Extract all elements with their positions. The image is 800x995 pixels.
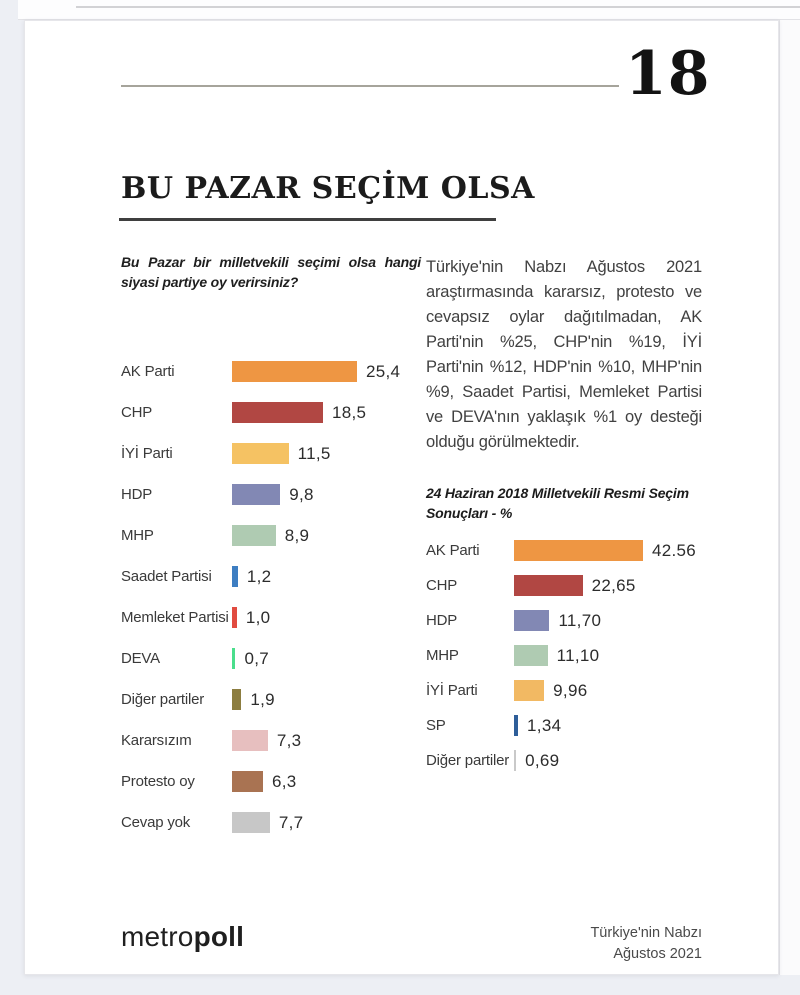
chart-row [426,603,766,638]
chart-row [121,433,451,474]
chart-bar [514,680,544,701]
chart-row [426,743,766,778]
chart-category-label: DEVA [121,650,160,667]
chart-category-label: Cevap yok [121,814,191,831]
chart-value-label: 8,9 [284,525,310,545]
chart-category-label: Diğer partiler [426,752,510,769]
chart-value-label: 7,7 [278,812,304,832]
chart-row [121,802,451,843]
chart-value-label: 11,10 [556,645,600,665]
chart-bar [232,812,270,833]
footer-line2: Ağustos 2021 [613,946,702,962]
chart-bar [514,610,549,631]
chart-value-label: 0,7 [244,648,269,668]
poll-results-chart [121,351,451,843]
logo-poll: poll [193,921,245,952]
analysis-paragraph: Türkiye'nin Nabzı Ağustos 2021 araştırmasında kararsız, protesto ve cevapsız oylar dağıtılmadan, AK Parti'nin %25, CHP'nin %19, İYİ Parti'nin %12, HDP'nin %10, MHP'nin %9, Saadet Partisi, Memleket Partisi ve DEVA'nın yaklaşık %1 oy desteği olduğu görülmektedir. [426,258,702,451]
title-underline [119,218,496,221]
chart-row [121,474,451,515]
report-page [24,20,779,975]
chart-bar [232,648,235,669]
chart-row [426,533,766,568]
chart-bar [514,715,518,736]
chart-bar [232,484,280,505]
chart-bar [514,575,583,596]
chart-category-label: AK Parti [426,542,480,559]
logo-metro: metro [121,921,194,952]
election-results-chart [426,533,766,778]
chart-category-label: AK Parti [121,363,175,380]
chart-bar [232,443,289,464]
chart-value-label: 22,65 [591,575,636,595]
page-title: BU PAZAR SEÇİM OLSA [121,171,535,206]
chart-value-label: 9,96 [553,680,588,700]
chart-bar [514,750,516,771]
chart-row [121,597,451,638]
page-number: 18 [625,39,711,109]
chart-value-label: 11,5 [297,443,331,463]
chart-row [121,638,451,679]
chart-category-label: HDP [121,486,153,503]
chart-value-label: 1,0 [245,607,271,627]
chart-row [426,673,766,708]
chart-bar [232,771,263,792]
chart-row [121,351,451,392]
chart-category-label: CHP [426,577,458,594]
chart-category-label: Memleket Partisi [121,609,229,626]
chart-bar [232,525,276,546]
chart-category-label: Diğer partiler [121,691,205,708]
chart-bar [232,566,238,587]
chart-category-label: MHP [121,527,154,544]
chart-row [426,568,766,603]
chart-value-label: 1,2 [246,566,272,586]
chart-category-label: MHP [426,647,459,664]
chart-row [121,556,451,597]
election-results-heading: 24 Haziran 2018 Milletvekili Resmi Seçim Sonuçları - % [426,485,689,521]
chart-category-label: İYİ Parti [426,682,478,699]
chart-bar [232,402,323,423]
survey-question: Bu Pazar bir milletvekili seçimi olsa hangi siyasi partiye oy verirsiniz? [121,254,421,290]
chart-row [121,761,451,802]
chart-value-label: 11,70 [558,610,602,630]
chart-row [121,515,451,556]
chart-category-label: Protesto oy [121,773,195,790]
chart-row [426,638,766,673]
chart-bar [514,645,548,666]
chart-row [426,708,766,743]
footer-survey-name [470,923,702,965]
chart-value-label: 0,69 [525,750,560,770]
chart-bar [514,540,643,561]
chart-value-label: 1,9 [250,689,275,709]
chart-category-label: Kararsızım [121,732,192,749]
chart-category-label: Saadet Partisi [121,568,212,585]
metropoll-logo [121,921,244,953]
chart-bar [232,607,237,628]
chart-value-label: 42.56 [651,540,696,560]
chart-category-label: SP [426,717,446,734]
page-right-margin [779,20,800,975]
chart-row [121,392,451,433]
chart-value-label: 25,4 [365,361,401,381]
chart-row [121,720,451,761]
chart-value-label: 7,3 [276,730,302,750]
chart-value-label: 6,3 [271,771,297,791]
chart-category-label: HDP [426,612,458,629]
previous-page-edge [18,0,800,20]
chart-value-label: 18,5 [332,402,367,422]
chart-value-label: 1,34 [527,715,562,735]
chart-bar [232,730,268,751]
page-boundary-line [76,6,800,8]
chart-bar [232,689,241,710]
chart-row [121,679,451,720]
chart-value-label: 9,8 [289,484,314,504]
footer-line1: Türkiye'nin Nabzı [590,925,702,941]
chart-category-label: İYİ Parti [121,445,173,462]
chart-bar [232,361,357,382]
header-rule [121,85,619,87]
chart-category-label: CHP [121,404,153,421]
